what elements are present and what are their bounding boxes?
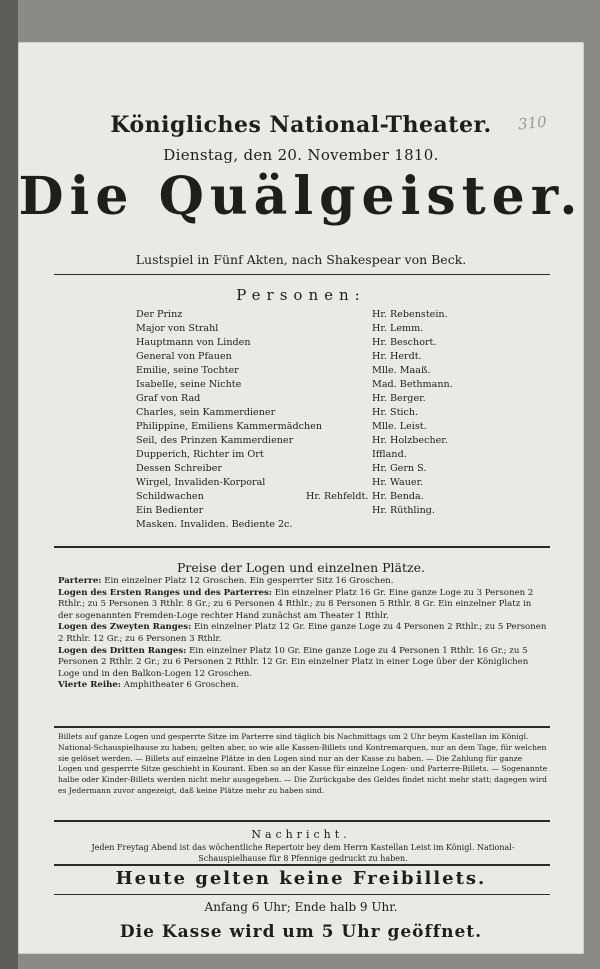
playbill-sheet [18,42,584,954]
cast-row [136,350,456,364]
cast-actor: Mad. Bethmann. [372,379,453,390]
cast-row [136,378,456,392]
price-text: Ein einzelner Platz 12 Gr. Eine ganze Loge zu 4 Personen 2 Rthlr.; zu 5 Personen 2 Rthlr. 12 Gr.; zu 6 Personen 3 Rthlr. [58,622,547,644]
price-entry [58,680,548,692]
cast-row [136,336,456,350]
price-entry [58,646,548,681]
cast-row [136,322,456,336]
cast-row [136,434,456,448]
cast-role: Schildwachen [136,491,204,502]
cast-row [136,420,456,434]
cast-role: Ein Bedienter [136,505,204,516]
cast-row [136,406,456,420]
cast-actor: Hr. Holzbecher. [372,435,448,446]
price-entry [58,622,548,645]
price-label: Logen des Dritten Ranges: [58,645,187,656]
divider [54,820,550,822]
cast-role: Masken. Invaliden. Bediente 2c. [136,519,293,530]
divider [54,274,550,275]
cast-actor: Hr. Berger. [372,393,426,404]
cast-actor: Mlle. Maaß. [372,365,431,376]
cast-role: Emilie, seine Tochter [136,365,239,376]
price-text: Ein einzelner Platz 12 Groschen. Ein gesperrter Sitz 16 Groschen. [101,576,394,586]
cast-role: Charles, sein Kammerdiener [136,407,276,418]
cast-actor: Hr. Rebenstein. [372,309,448,320]
cast-role: Wirgel, Invaliden-Korporal [136,477,266,488]
nachricht-heading: Nachricht. [251,828,351,841]
divider [54,894,550,895]
cast-actor: Mlle. Leist. [372,421,427,432]
cast-row [136,504,456,518]
price-label: Logen des Ersten Ranges und des Parterres: [58,587,272,598]
divider [54,864,550,866]
price-text: Ein einzelner Platz 10 Gr. Eine ganze Loge zu 4 Personen 1 Rthlr. 16 Gr.; zu 5 Personen 2 Rthlr. 2 Gr.; zu 6 Personen 2 Rthlr. 12 Gr. Ein einzelner Platz in einer Loge über der Königlichen Loge und in den Balkon-Logen 12 Groschen. [58,645,529,679]
theater-name: Königliches National-Theater. [110,112,492,138]
cast-actor: Hr. Wauer. [372,477,424,488]
price-label: Vierte Reihe: [58,680,121,691]
cast-row [136,392,456,406]
cast-role: Isabelle, seine Nichte [136,379,242,390]
cast-role: Dessen Schreiber [136,463,222,474]
price-entry [58,588,548,623]
cast-actor: Hr. Herdt. [372,351,422,362]
divider [54,726,550,728]
price-label: Parterre: [58,576,102,586]
cast-row [136,490,456,504]
play-subtitle: Lustspiel in Fünf Akten, nach Shakespear von Beck. [135,252,467,267]
start-time: Anfang 6 Uhr; Ende halb 9 Uhr. [204,900,398,914]
cast-row [136,476,456,490]
cast-actor: Iffland. [372,449,407,460]
cast-actor: Hr. Rüthling. [372,505,435,516]
price-entry [58,576,548,588]
background-edge [0,0,18,969]
cast-actor: Hr. Benda. [372,491,424,502]
cast-role: Dupperich, Richter im Ort [136,449,264,460]
nachricht-text: Jeden Freytag Abend ist das wöchentliche Repertoir bey dem Herrn Kastellan Leist im Königl. National-Schauspielhause für 8 Pfennige gedruckt zu haben. [91,843,515,863]
cast-actor-extra: Hr. Rehfeldt. [306,491,369,502]
cast-role: Philippine, Emiliens Kammermädchen [136,421,322,432]
cast-row [136,308,456,322]
archive-number: 310 [517,112,548,134]
cast-role: Seil, des Prinzen Kammerdiener [136,435,294,446]
cast-row [136,518,456,532]
cast-row [136,462,456,476]
cast-role: General von Pfauen [136,351,232,362]
cast-role: Major von Strahl [136,323,219,334]
cast-role: Hauptmann von Linden [136,337,251,348]
cast-row [136,448,456,462]
cast-row [136,364,456,378]
cast-actor: Hr. Lemm. [372,323,424,334]
cast-actor: Hr. Gern S. [372,463,427,474]
cast-role: Der Prinz [136,309,183,320]
cast-role: Graf von Rad [136,393,201,404]
prices-list [58,576,548,692]
freibillets-notice: Heute gelten keine Freibillets. [115,868,487,889]
personen-heading: Personen: [236,286,366,304]
prices-heading: Preise der Logen und einzelnen Plätze. [177,560,425,575]
price-text: Amphitheater 6 Groschen. [120,680,239,691]
play-title: Die Quälgeister. [18,166,584,227]
cast-list [136,308,456,532]
price-text: Ein einzelner Platz 16 Gr. Eine ganze Loge zu 3 Personen 2 Rthlr.; zu 5 Personen 3 Rthlr. 8 Gr.; zu 6 Personen 4 Rthlr.; zu 8 Personen 5 Rthlr. 8 Gr. Ein einzelner Platz in der sogenannten Fremden-Loge rechter Hand zunächst am Theater 1 Rthlr. [58,587,534,621]
price-label: Logen des Zweyten Ranges: [58,622,192,633]
ticket-info: Billets auf ganze Logen und gesperrte Sitze im Parterre sind täglich bis Nachmittags um 2 Uhr beym Kastellan im Königl. National-Schauspielhause zu haben; gelten aber, so wie alle Kassen-Billets und Kontremarquen, nur an dem Tage, für welchen sie gelöset werden. — Billets auf einzelne Plätze in den Logen sind nur an der Kasse zu haben. — Die Zahlung für ganze Logen und gesperrte Sitze geschieht in Kourant. Eben so an der Kasse für einzelne Logen- und Parterre-Billets. — Sogenannte halbe oder Kinder-Billets werden nicht mehr ausgegeben. — Die Zurückgabe des Geldes findet nicht mehr statt; dagegen wird es Jedermann zuvor angezeigt, daß keine Plätze mehr zu haben sind. [58,732,548,795]
cast-actor: Hr. Beschort. [372,337,437,348]
performance-date: Dienstag, den 20. November 1810. [163,146,439,164]
divider [54,546,550,548]
box-office-opening: Die Kasse wird um 5 Uhr geöffnet. [119,922,483,942]
cast-actor: Hr. Stich. [372,407,419,418]
